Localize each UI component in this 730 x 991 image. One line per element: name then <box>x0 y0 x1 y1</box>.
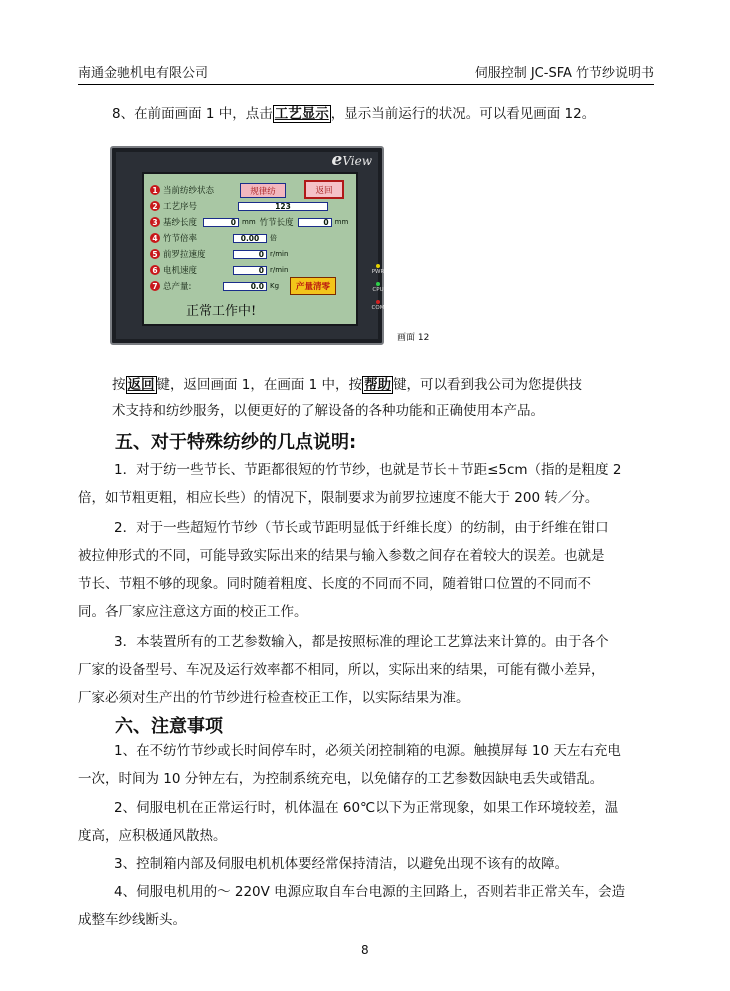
line: 4、伺服电机用的～ 220V 电源应取自车台电源的主回路上，否则若非正常关车，会造 <box>114 884 626 900</box>
base-length-field[interactable]: 0 <box>203 218 239 227</box>
row-label: 当前纺纱状态 <box>163 186 215 196</box>
row-label: 基纱长度 <box>163 218 198 228</box>
motor-speed-field[interactable]: 0 <box>233 266 267 275</box>
eview-logo: eView <box>331 150 372 170</box>
section5-p3 <box>78 628 656 712</box>
line: 一次，时间为 10 分钟左右，为控制系统充电，以免储存的工艺参数因缺电丢失或错乱。 <box>78 771 604 787</box>
row-number: 4 <box>150 233 160 243</box>
total-output-field[interactable]: 0.0 <box>223 282 267 291</box>
text-mid: 键，返回画面 1，在画面 1 中，按 <box>156 377 363 393</box>
header-manual-title: 伺服控制 JC-SFA 竹节纱说明书 <box>474 66 654 81</box>
hmi-row-6 <box>150 264 288 276</box>
section5-title: 五、对于特殊纺纱的几点说明: <box>115 432 357 453</box>
row-label: 电机速度 <box>163 266 198 276</box>
row-number: 7 <box>150 281 160 291</box>
line: 度高，应积极通风散热。 <box>78 828 227 844</box>
intro-post: ，显示当前运行的状况。可以看见画面 12。 <box>330 106 596 122</box>
clear-output-button[interactable]: 产量清零 <box>290 277 336 295</box>
line: 厂家必须对生产出的竹节纱进行检查校正工作，以实际结果为准。 <box>78 690 470 706</box>
hmi-device <box>110 146 384 345</box>
section6-p1 <box>78 737 656 793</box>
row-number: 3 <box>150 217 160 227</box>
slub-length-field[interactable]: 0 <box>298 218 332 227</box>
pwr-led: PWR <box>369 264 387 275</box>
hmi-row-3 <box>150 216 348 228</box>
back-help-paragraph <box>112 371 672 399</box>
section6-title: 六、注意事项 <box>115 716 223 737</box>
header-company: 南通金驰机电有限公司 <box>78 66 209 81</box>
slub-ratio-field[interactable]: 0.00 <box>233 234 267 243</box>
section6-p4 <box>78 878 656 934</box>
line: 2、伺服电机在正常运行时，机体温在 60℃以下为正常现象，如果工作环境较差，温 <box>114 800 619 816</box>
line: 厂家的设备型号、车况及运行效率都不相同，所以，实际出来的结果，可能有微小差异， <box>78 662 605 678</box>
status-text: 正常工作中! <box>186 304 257 319</box>
hmi-row-2 <box>150 200 328 212</box>
row-unit: Kg <box>270 282 280 290</box>
row-label: 前罗拉速度 <box>163 250 206 260</box>
mode-button[interactable]: 规律纺 <box>240 183 286 198</box>
row-number: 5 <box>150 249 160 259</box>
intro-pre: 8、在前面画面 1 中，点击 <box>112 106 273 122</box>
row-label-2: 竹节长度 <box>259 218 294 228</box>
line: 3、控制箱内部及伺服电机机体要经常保持清洁，以避免出现不该有的故障。 <box>114 856 569 872</box>
line: 倍，如节粗更粗，相应长些）的情况下，限制要求为前罗拉速度不能大于 200 转／分。 <box>78 490 599 506</box>
row-number: 2 <box>150 201 160 211</box>
back-key-ref: 返回 <box>127 377 155 393</box>
header-rule <box>78 84 654 85</box>
process-number-field[interactable]: 123 <box>238 202 328 211</box>
line: 3．本装置所有的工艺参数输入，都是按照标准的理论工艺算法来计算的。由于各个 <box>114 634 609 650</box>
section5-p2 <box>78 514 656 626</box>
section6-p2 <box>78 794 656 850</box>
figure-caption: 画面 12 <box>397 333 430 343</box>
hmi-screen <box>142 172 358 326</box>
back-button[interactable]: 返回 <box>304 180 344 199</box>
hmi-row-7 <box>150 280 279 292</box>
line: 成整车纱线断头。 <box>78 912 186 928</box>
row-unit: r/min <box>270 266 289 274</box>
row-unit: mm <box>242 218 256 226</box>
row-label: 工艺序号 <box>163 202 198 212</box>
row-unit: r/min <box>270 250 289 258</box>
line: 被拉伸形式的不同，可能导致实际出来的结果与输入参数之间存在着较大的误差。也就是 <box>78 548 605 564</box>
page-number: 8 <box>361 943 369 957</box>
row-unit-2: mm <box>334 218 349 226</box>
row-number: 1 <box>150 185 160 195</box>
help-key-ref: 帮助 <box>364 377 392 393</box>
row-label: 总产量: <box>163 282 192 292</box>
section5-p1 <box>78 456 656 512</box>
front-roller-speed-field[interactable]: 0 <box>233 250 267 259</box>
hmi-row-1 <box>150 184 214 196</box>
process-display-button-ref: 工艺显示 <box>274 106 329 122</box>
hmi-row-5 <box>150 248 288 260</box>
cpu-led: CPU <box>369 282 387 293</box>
line: 节长、节粗不够的现象。同时随着粗度、长度的不同而不同，随着钳口位置的不同而不 <box>78 576 591 592</box>
line: 2．对于一些超短竹节纱（节长或节距明显低于纤维长度）的纺制，由于纤维在钳口 <box>114 520 609 536</box>
line: 1．对于纺一些节长、节距都很短的竹节纱，也就是节长＋节距≤5cm（指的是粗度 2 <box>114 462 622 478</box>
text-pre: 按 <box>112 377 126 393</box>
row-unit: 倍 <box>270 234 277 242</box>
row-number: 6 <box>150 265 160 275</box>
section6-p3 <box>78 850 656 878</box>
line: 同。各厂家应注意这方面的校正工作。 <box>78 604 308 620</box>
back-help-line2: 术支持和纺纱服务，以便更好的了解设备的各种功能和正确使用本产品。 <box>112 403 544 419</box>
com-led: COM <box>369 300 387 311</box>
intro-paragraph <box>112 100 672 128</box>
row-label: 竹节倍率 <box>163 234 198 244</box>
text-post: 键，可以看到我公司为您提供技 <box>393 377 583 393</box>
hmi-row-4 <box>150 232 277 244</box>
line: 1、在不纺竹节纱或长时间停车时，必须关闭控制箱的电源。触摸屏每 10 天左右充电 <box>114 743 621 759</box>
